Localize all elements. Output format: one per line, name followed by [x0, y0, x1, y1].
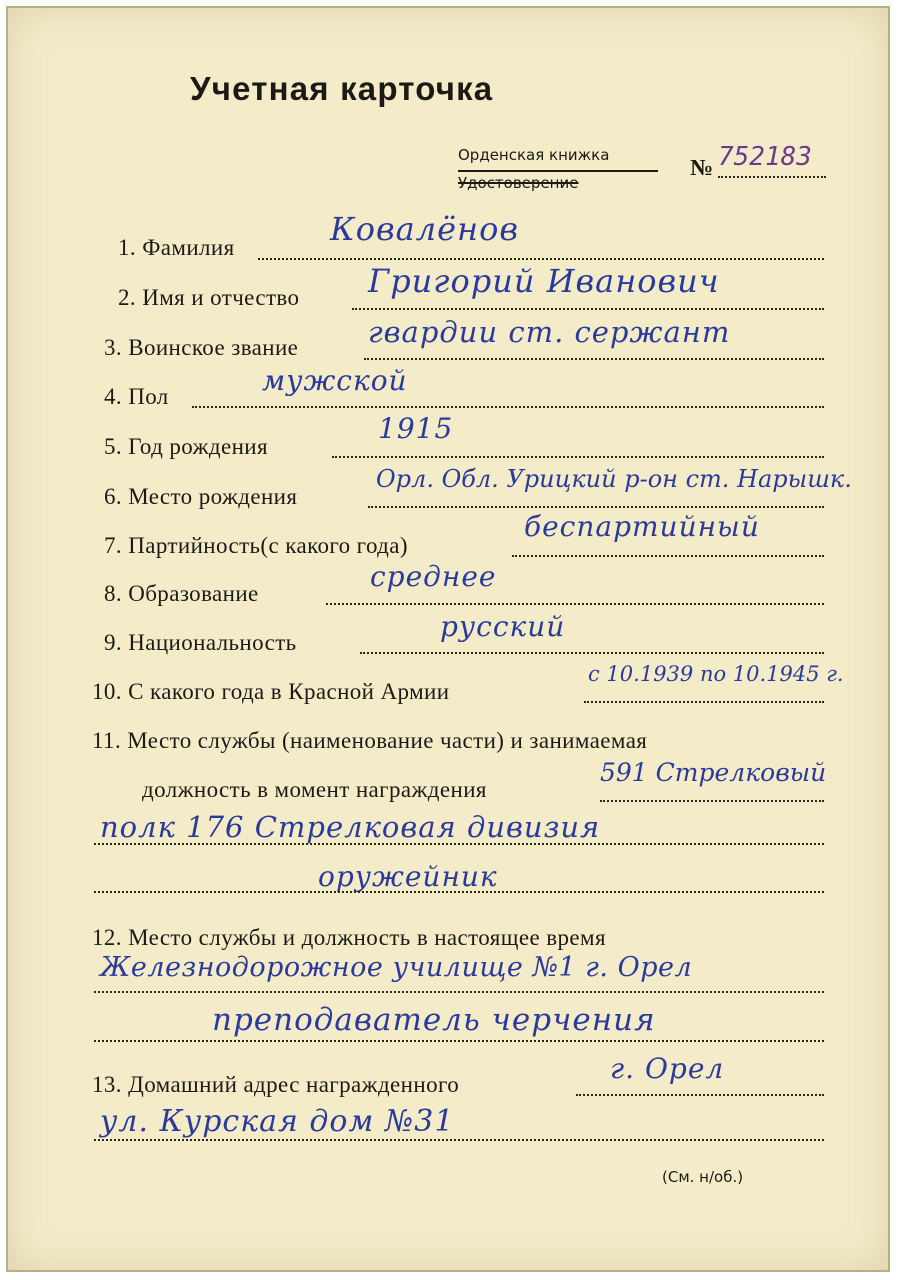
field-3-value: гвардии ст. сержант	[368, 315, 731, 349]
field-11-label-line2: должность в момент награждения	[142, 777, 487, 802]
field-3-line	[364, 358, 824, 360]
doc-type-order-book: Орденская книжка	[458, 146, 610, 164]
field-6-label: 6. Место рождения	[104, 484, 298, 509]
field-1-label: 1. Фамилия	[118, 235, 235, 260]
field-13-value-2: ул. Курская дом №31	[100, 1104, 455, 1139]
number-sign: №	[690, 155, 714, 180]
field-6-value: Орл. Обл. Урицкий р-он ст. Нарышк.	[376, 465, 852, 493]
field-6-line	[368, 506, 824, 508]
field-12-label: 12. Место службы и должность в настоящее время	[92, 925, 606, 950]
field-9-value: русский	[440, 610, 566, 643]
field-2-line	[352, 308, 824, 310]
field-7-line	[512, 555, 824, 557]
field-10-label: 10. С какого года в Красной Армии	[92, 679, 450, 704]
doc-type-divider	[458, 170, 658, 172]
field-11-value-2: полк 176 Стрелковая дивизия	[100, 810, 601, 844]
field-3-label: 3. Воинское звание	[104, 335, 299, 360]
field-11-value-1: 591 Стрелковый	[600, 758, 827, 787]
field-12-line-2	[94, 1040, 824, 1042]
field-5-label: 5. Год рождения	[104, 434, 268, 459]
field-7-label: 7. Партийность(с какого года)	[104, 533, 408, 558]
field-11-line-3	[94, 891, 824, 893]
field-13-line-1	[576, 1094, 824, 1096]
field-4-line	[192, 406, 824, 408]
field-5-value: 1915	[378, 412, 454, 445]
field-1-value: Ковалёнов	[330, 210, 520, 248]
field-13-label: 13. Домашний адрес награжденного	[92, 1072, 460, 1097]
doc-type-certificate: Удостоверение	[458, 174, 579, 192]
field-13-line-2	[94, 1139, 824, 1141]
field-12-line-1	[94, 991, 824, 993]
field-10-line	[584, 701, 824, 703]
field-12-value-2: преподаватель черчения	[212, 1002, 656, 1038]
field-11-label-line1: 11. Место службы (наименование части) и занимаемая	[92, 728, 648, 753]
field-2-label: 2. Имя и отчество	[118, 285, 300, 310]
field-11-value-3: оружейник	[318, 860, 498, 893]
field-8-label: 8. Образование	[104, 581, 259, 606]
see-reverse-note: (См. н/об.)	[662, 1168, 744, 1186]
field-9-label: 9. Национальность	[104, 630, 297, 655]
field-11-line-1	[600, 800, 824, 802]
field-8-value: среднее	[370, 560, 497, 593]
field-13-value-1: г. Орел	[610, 1052, 725, 1085]
card-title: Учетная карточка	[190, 70, 494, 107]
number-dotted-line	[718, 176, 826, 178]
card-number: 752183	[718, 142, 812, 172]
field-4-label: 4. Пол	[104, 384, 169, 409]
field-11-line-2	[94, 843, 824, 845]
field-7-value: беспартийный	[524, 510, 760, 543]
field-10-value: с 10.1939 по 10.1945 г.	[588, 662, 844, 686]
field-9-line	[360, 652, 824, 654]
field-8-line	[326, 603, 824, 605]
field-4-value: мужской	[262, 364, 408, 397]
field-2-value: Григорий Иванович	[368, 262, 720, 300]
field-5-line	[332, 456, 824, 458]
field-1-line	[258, 258, 824, 260]
field-12-value-1: Железнодорожное училище №1 г. Орел	[100, 952, 693, 983]
